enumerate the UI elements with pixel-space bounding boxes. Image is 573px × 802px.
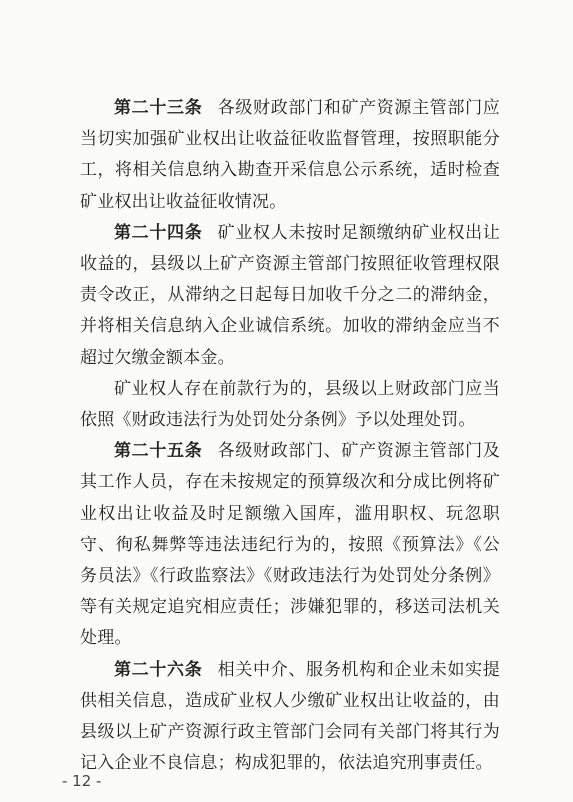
article-number: 第二十三条 [114,98,203,118]
body-text [80,93,500,779]
article-number: 第二十五条 [114,441,203,462]
paragraph-article-25 [80,436,500,654]
paragraph-text: 各级财政部门、矿产资源主管部门及其工作人员，存在未按规定的预算级次和分成比例将矿业权出让收益及时足额缴入国库，滥用职权、玩忽职守、徇私舞弊等违法违纪行为的，按照《预算法》《公务员法》《行政监察法》《财政违法行为处罚处分条例》等有关规定追究相应责任；涉嫌犯罪的，移送司法机关处理。 [80,441,500,649]
article-number: 第二十四条 [114,222,203,243]
paragraph-article-26 [80,655,500,780]
paragraph-text: 矿业权人存在前款行为的，县级以上财政部门应当依照《财政违法行为处罚处分条例》予以处理处罚。 [80,378,500,431]
paragraph-article-23 [80,93,500,218]
paragraph-article-24-clause-2 [80,374,500,436]
page-number: - 12 - [62,772,102,790]
article-number: 第二十六条 [114,659,203,680]
paragraph-text: 相关中介、服务机构和企业未如实提供相关信息，造成矿业权人少缴矿业权出让收益的，由县级以上矿产资源行政主管部门会同有关部门将其行为记入企业不良信息；构成犯罪的，依法追究刑事责任。 [80,659,500,774]
paragraph-text: 矿业权人未按时足额缴纳矿业权出让收益的，县级以上矿产资源主管部门按照征收管理权限责令改正，从滞纳之日起每日加收千分之二的滞纳金，并将相关信息纳入企业诚信系统。加收的滞纳金应当不超过欠缴金额本金。 [80,222,500,368]
paragraph-text: 各级财政部门和矿产资源主管部门应当切实加强矿业权出让收益征收监督管理，按照职能分工，将相关信息纳入勘查开采信息公示系统，适时检查矿业权出让收益征收情况。 [80,98,500,212]
paragraph-article-24 [80,218,500,374]
